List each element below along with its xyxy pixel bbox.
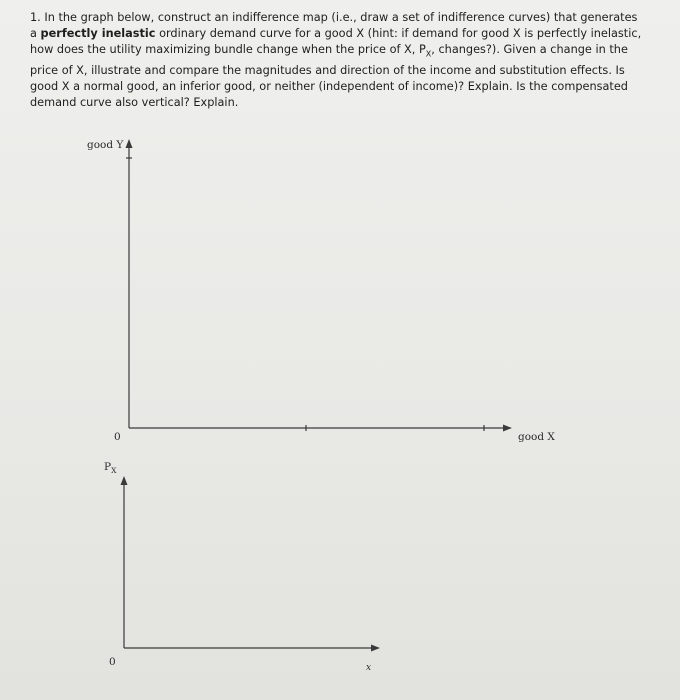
bottom-y-axis-arrow (121, 476, 128, 485)
question-subscript: X (425, 49, 432, 59)
question-bold-phrase: perfectly inelastic (40, 27, 156, 41)
bottom-y-axis-label (104, 461, 116, 475)
top-graph-axes (126, 139, 513, 432)
top-x-axis-arrow (503, 425, 512, 432)
price-label-subscript: X (111, 466, 117, 476)
top-origin-label: 0 (114, 431, 121, 443)
question-text-part1: In the graph below, construct an indifference map (i.e., draw a set of indifference curves) that generates a (30, 11, 638, 41)
bottom-x-axis-label: x (366, 663, 372, 673)
question-text-part2: ordinary demand curve for a good X (hint: if demand for good X is perfectly inelastic, how does the utility maximizing bundle change when the price of X, P (30, 27, 642, 57)
top-x-axis-label: good X (518, 431, 555, 443)
bottom-origin-label: 0 (109, 656, 116, 668)
top-y-axis-label: good Y (87, 139, 124, 151)
price-label-base: P (104, 461, 112, 473)
bottom-graph-axes (121, 476, 381, 652)
question-number: 1. (30, 11, 41, 24)
bottom-x-axis-arrow (371, 645, 380, 652)
top-y-axis-arrow (126, 139, 133, 148)
question-text-part3: , changes?). Given a change in the price of X, illustrate and compare the magnitudes and direction of the income and substitution effects. Is good X a normal good, an inferior good, or neither (independent of income)? Explain. Is the compensated demand curve also vertical? Explain. (30, 43, 628, 109)
